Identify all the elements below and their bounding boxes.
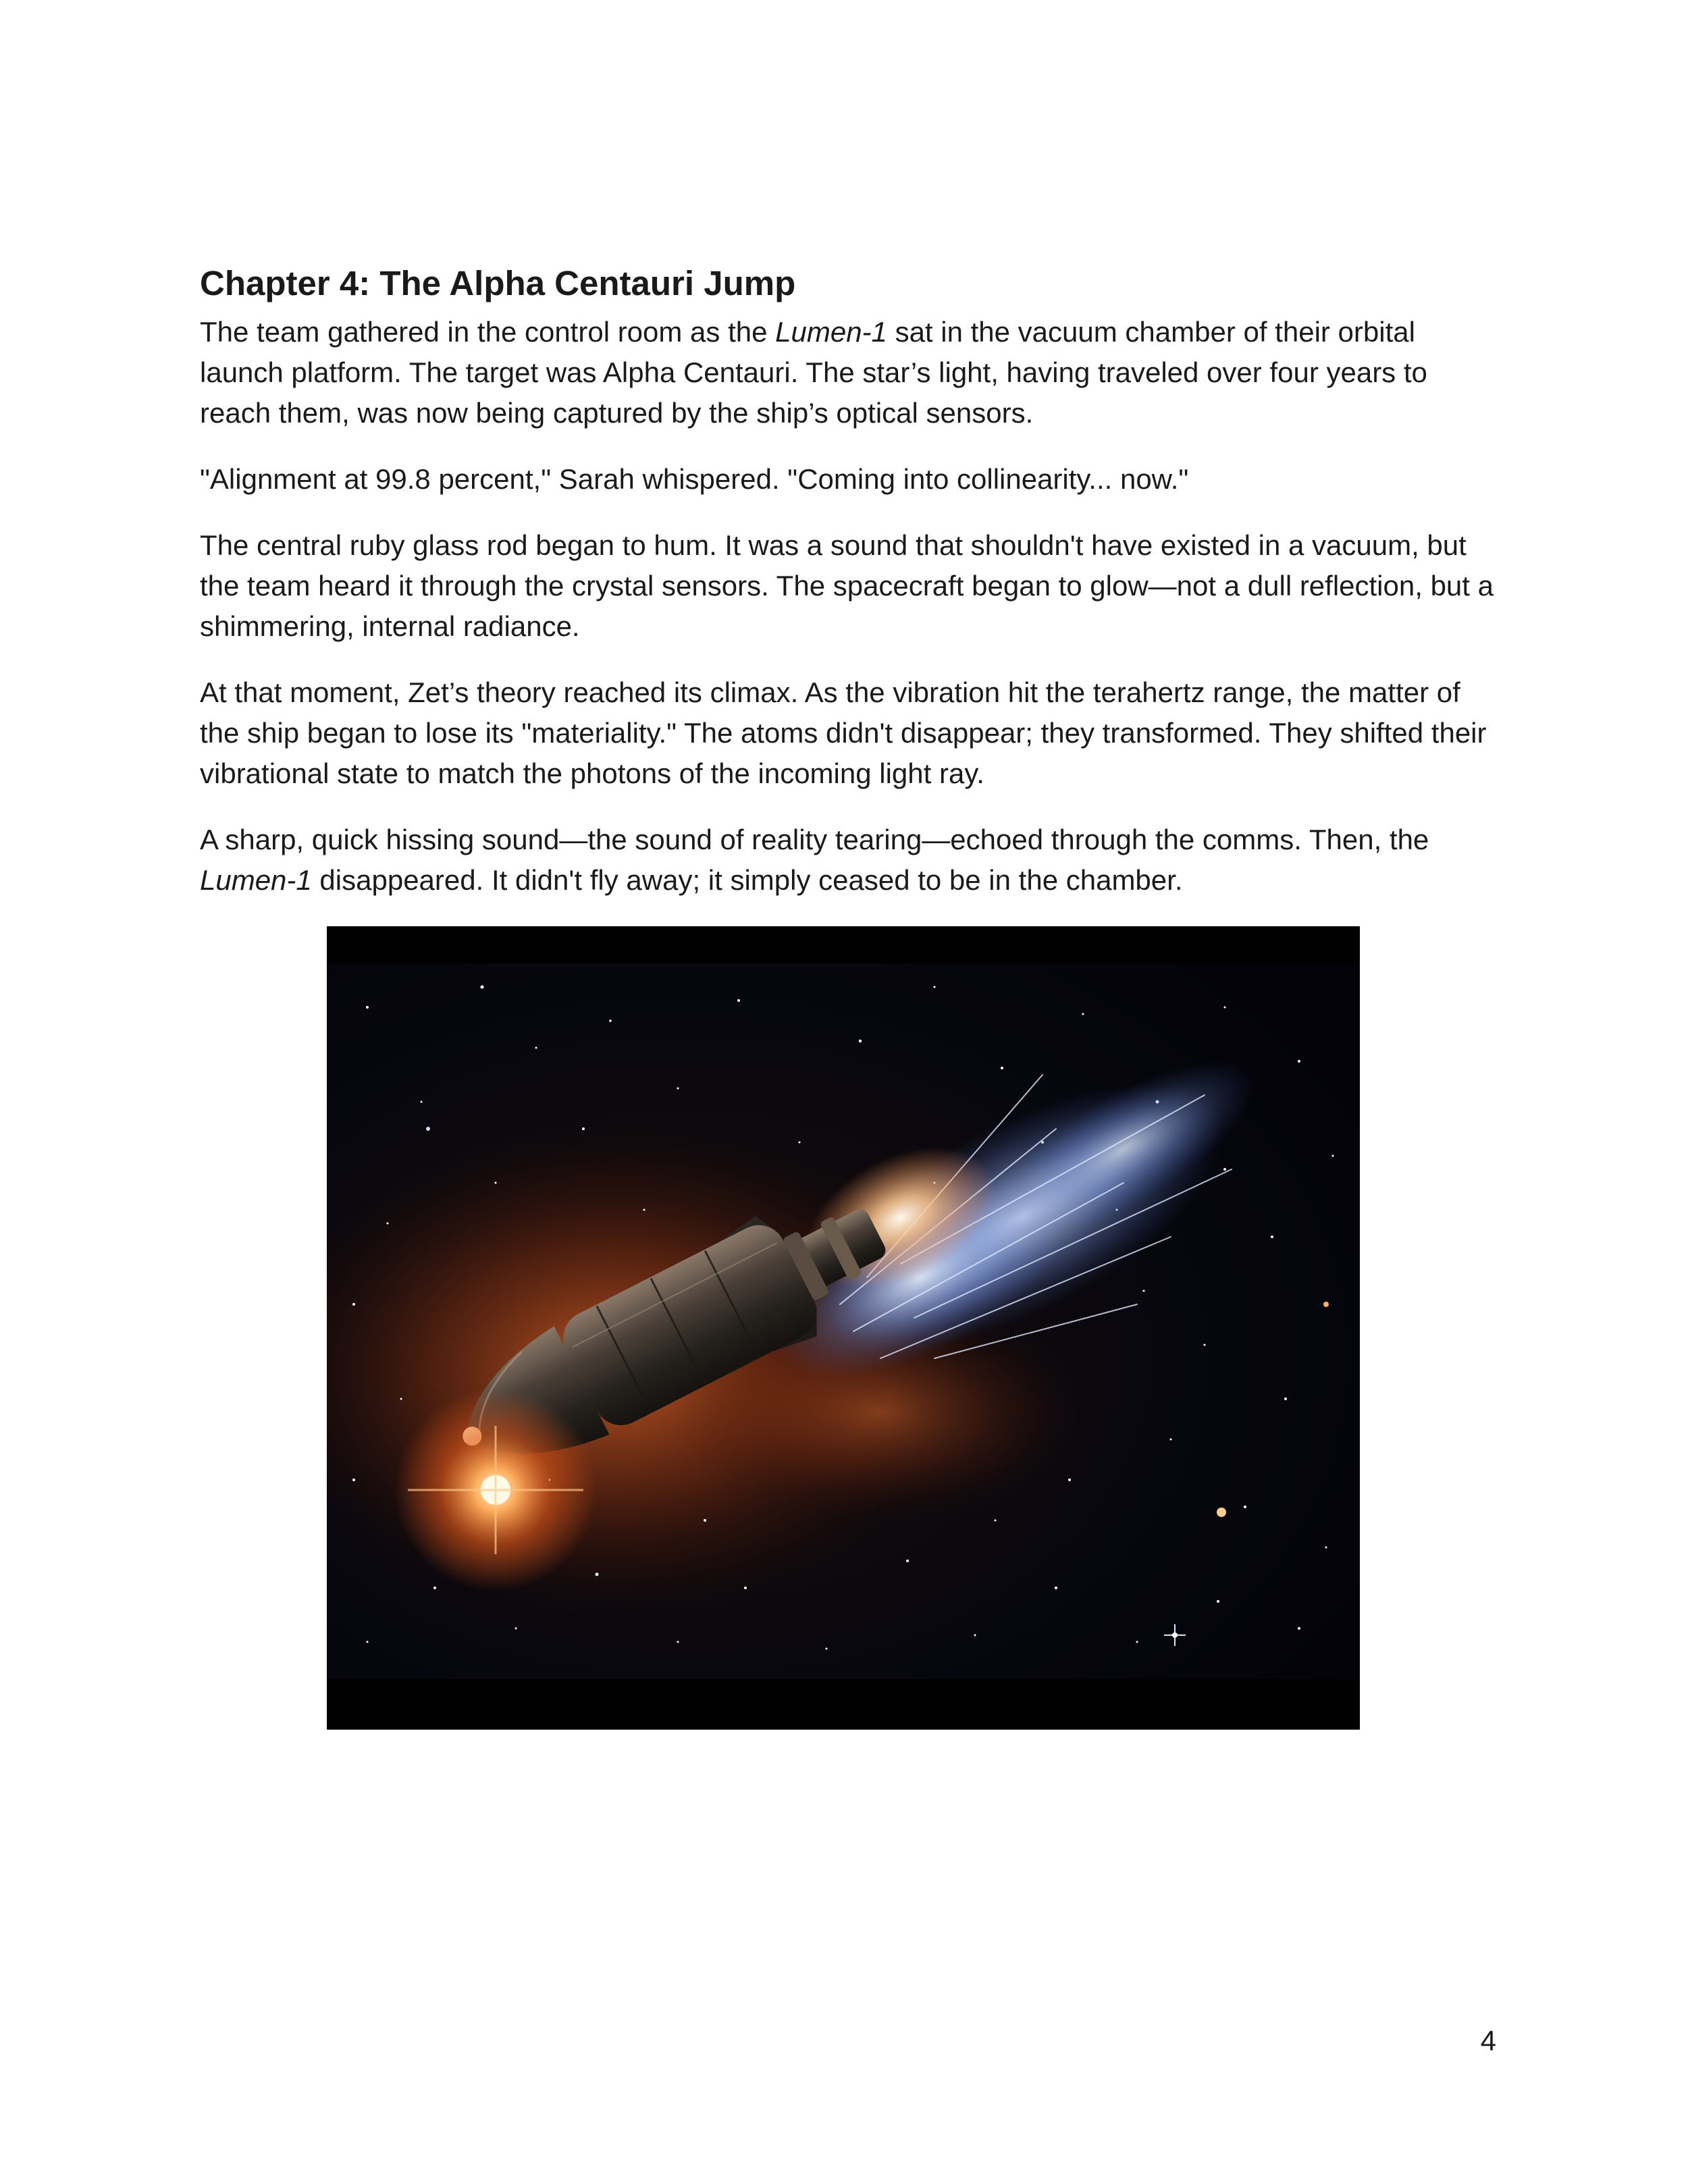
paragraph-1-text-a: The team gathered in the control room as the bbox=[200, 316, 776, 348]
paragraph-1-text-b: sat in the vacuum chamber of their orbital launch platform. The target was Alpha Centauri. The star’s light, having traveled over four years to reach them, was now being captured by the ship’s optical sensors. bbox=[200, 316, 1427, 429]
paragraph-1 bbox=[200, 312, 1503, 433]
paragraph-5-text-a: A sharp, quick hissing sound—the sound of reality tearing—echoed through the comms. Then, the bbox=[200, 824, 1429, 855]
paragraph-2: "Alignment at 99.8 percent," Sarah whispered. "Coming into collinearity... now." bbox=[200, 463, 1189, 495]
page-content bbox=[200, 262, 1503, 926]
paragraph-5-text-b: disappeared. It didn't fly away; it simply ceased to be in the chamber. bbox=[311, 864, 1183, 896]
paragraph-5 bbox=[200, 820, 1503, 901]
chapter-title: Chapter 4: The Alpha Centauri Jump bbox=[200, 264, 796, 302]
paragraph-1-ship-name: Lumen-1 bbox=[775, 316, 887, 348]
page-number: 4 bbox=[1480, 2025, 1496, 2056]
bright-star bbox=[1217, 1508, 1226, 1517]
paragraph-5-ship-name: Lumen-1 bbox=[200, 864, 312, 896]
spaceship-illustration bbox=[327, 926, 1360, 1730]
paragraph-3: The central ruby glass rod began to hum. It was a sound that shouldn't have existed in a vacuum, but the team heard it through the crystal sensors. The spacecraft began to glow—not a dull reflection, but a shimmering, internal radiance. bbox=[200, 529, 1494, 642]
paragraph-4: At that moment, Zet’s theory reached its climax. As the vibration hit the terahertz range, the matter of the ship began to lose its "materiality." The atoms didn't disappear; they transformed. They shifted their vibrational state to match the photons of the incoming light ray. bbox=[200, 676, 1487, 789]
spaceship-illustration-svg bbox=[327, 926, 1360, 1730]
